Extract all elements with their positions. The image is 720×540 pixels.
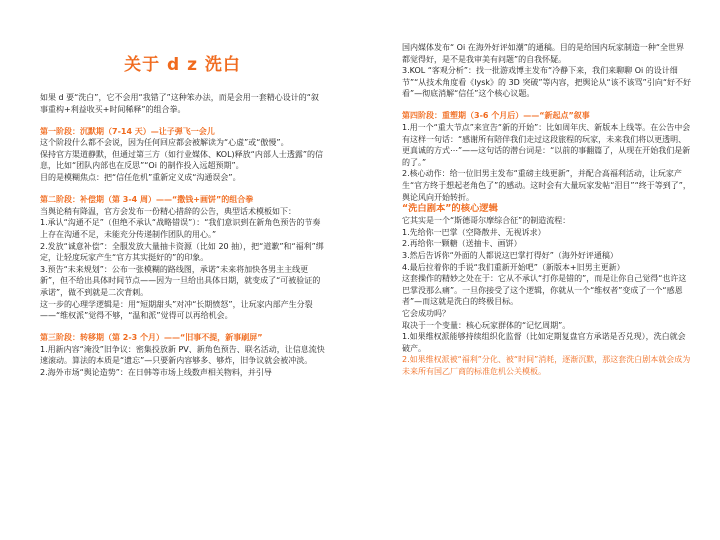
- paragraph-gap: [40, 322, 325, 333]
- paragraph: 如果 d 要“洗白”，它不会用“我错了”这种笨办法，而是会用一套精心设计的“叙事重构+利益收买+时间稀释”的组合拳。: [40, 93, 319, 114]
- paragraph: 这套操作的精妙之处在于：它从不承认“打你是错的”，而是让你自己觉得“也许这巴掌没那么痛”。一旦你接受了这个逻辑，你就从一个“维权者”变成了一个“感恩者”—而这就是洗白的终极目标。: [402, 274, 687, 307]
- paragraph: 国内媒体发布“ Oi 在海外好评如潮”的通稿。目的是给国内玩家制造一种“全世界都觉得好，是不是我审美有问题”的自我怀疑。: [402, 43, 685, 64]
- paragraph: 它会成功吗？: [402, 308, 450, 318]
- paragraph: 4.最后拉着你的手说“我们重新开始吧”（新版本+旧男主更新）: [402, 262, 625, 272]
- left-column-body: [40, 92, 325, 379]
- section-heading: 第一阶段：沉默期（7-14 天）—让子弹飞一会儿: [40, 126, 215, 136]
- paragraph: 这个阶段什么都不会说，因为任何回应都会被解读为“心虚”或“傲慢”。: [40, 138, 289, 148]
- paragraph: 1.如果维权派能够持续组织化监督（比如定期复盘官方承诺是否兑现），洗白就会破产。: [402, 332, 686, 353]
- paragraph: 2.核心动作：给一位旧男主发布“重磅主线更新”，并配合高福利活动，让玩家产生“官方终于想起老角色了”的感动。这时会有大量玩家发帖“泪目”“终于等到了”，舆论风向开始转折。: [402, 169, 691, 202]
- paragraph: 2.如果维权派被“福利”分化、被“时间”消耗，逐渐沉默，那这套洗白剧本就会成为未来所有国乙厂商的标准危机公关模板。: [402, 355, 691, 376]
- page-title: 关于 d z 洗白: [124, 55, 241, 75]
- paragraph: 1.承认“沟通不足”（但绝不承认“战略错误”）：“我们意识到在新角色预告的节奏上存在沟通不足，未能充分传递制作团队的用心。”: [40, 218, 321, 239]
- paragraph-gap: [40, 115, 325, 126]
- paragraph: 3.预告“未来规划”：公布一张模糊的路线图，承诺“未来将加快各男主主线更新”，但不给出具体时间节点——因为一旦给出具体日期，就变成了“可被验证的承诺”，做不到就是二次背刺。: [40, 264, 321, 297]
- section-heading: 第三阶段：转移期（第 2-3 个月）——“旧事不提，新事刷屏”: [40, 333, 263, 343]
- paragraph: 它其实是一个“斯德哥尔摩综合征”的制造流程：: [402, 216, 571, 226]
- section-heading: 第四阶段：重塑期（3-6 个月后）——“新起点”叙事: [402, 111, 590, 121]
- paragraph: 2.发放“诚意补偿”：全服发放大量抽卡资源（比如 20 抽），把“道歉”和“福利”绑定，让轻度玩家产生“官方其实挺好的”的印象。: [40, 241, 324, 263]
- right-column-body: [402, 42, 692, 378]
- right-column: [402, 42, 692, 378]
- paragraph: 保持官方渠道静默，但通过第三方（如行业媒体、KOL)释放“内部人士透露”的信息，比如“团队内部也在反思”“Oi 的制作投入远超预期”。: [40, 149, 323, 171]
- paragraph: 2.海外市场“舆论造势”：在日韩等市场上线数声相关物料，并引导: [40, 367, 272, 377]
- paragraph: 目的是模糊焦点：把“信任危机”重新定义成“沟通误会”。: [40, 173, 241, 183]
- paragraph-gap: [402, 100, 692, 111]
- paragraph: 1.先给你一巴掌（空降散井、无视诉求）: [402, 227, 546, 237]
- paragraph-gap: [40, 184, 325, 195]
- paragraph: 2.再给你一颗糖（送抽卡、画饼）: [402, 239, 522, 249]
- section-heading: 第二阶段：补偿期（第 3-4 周）——“撒钱+画饼”的组合拳: [40, 195, 254, 205]
- paragraph: 3.然后告诉你“外面的人都说这巴掌打得好”（海外好评通稿）: [402, 251, 618, 260]
- paragraph: 这一步的心理学逻辑是：用“短期甜头”对冲“长期愤怒”，让玩家内部产生分裂——“维权派”觉得不够，“温和派”觉得可以再给机会。: [40, 299, 313, 321]
- paragraph: 3.KOL “客观分析”：找一批游戏博主发布“冷静下来，我们来聊聊 Oi 的设计细节”“从技术角度看《lysk》的 3D 突破”等内容，把舆论从“该不该骂”引向“好不好看”—彻底消解“信任”这个核心议题。: [402, 66, 691, 99]
- paragraph: 取决于一个变量：核心玩家群体的“记忆周期”。: [402, 320, 571, 330]
- section-subheading: “洗白剧本”的核心逻辑: [402, 203, 498, 215]
- left-column: [40, 42, 325, 379]
- paragraph: 当舆论稍有降温，官方会发布一份精心措辞的公告，典型话术模板如下：: [40, 206, 296, 216]
- paragraph: 1.用一个“重大节点”来宣告“新的开始”：比如周年庆、新版本上线等。在公告中会有这样一句话：“感谢所有陪伴我们走过这段旅程的玩家，未来我们将以更透明、更真诚的方式⋯”——这句话的潜台词是：“以前的事翻篇了，从现在开始我们是新的了。”: [402, 123, 691, 167]
- paragraph: 1.用新内容“淹没”旧争议：密集投放新 PV、新角色预告、联名活动，让信息流快速滚动。算法的本质是“遗忘”—只要新内容够多、够炸，旧争议就会被冲淡。: [40, 344, 325, 366]
